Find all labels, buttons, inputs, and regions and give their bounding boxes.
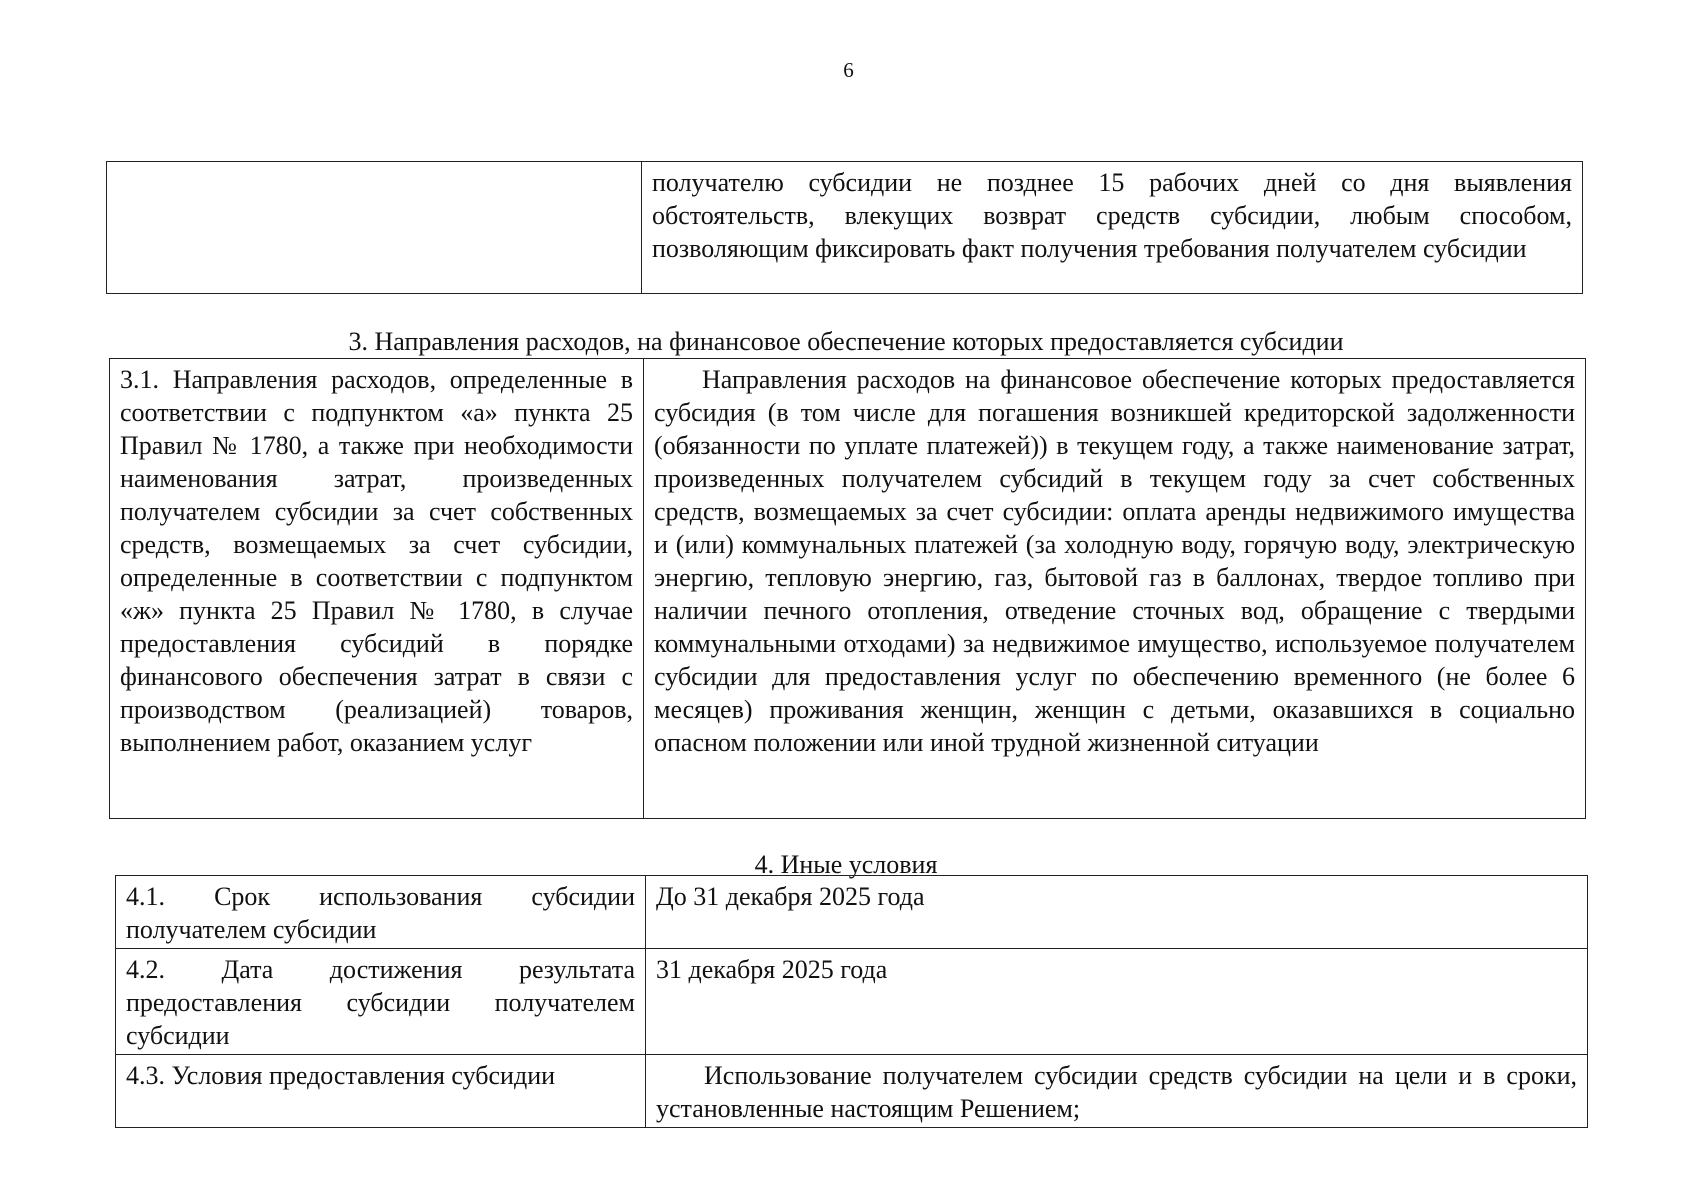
table-row (107, 162, 1583, 294)
subsidy-term-value: До 31 декабря 2025 года (646, 876, 1588, 949)
subsidy-term-label: 4.1. Срок использования субсидии получателем субсидии (116, 876, 646, 949)
conditions-value: Использование получателем субсидии средств субсидии на цели и в сроки, установленные настоящим Решением; (646, 1055, 1588, 1128)
continuation-text: получателю субсидии не позднее 15 рабочих дней со дня выявления обстоятельств, влекущих возврат средств субсидии, любым способом, позволяющим фиксировать факт получения требования получателем субсидии (642, 162, 1583, 294)
table-row (116, 876, 1588, 949)
continuation-table (106, 161, 1583, 294)
section-4-title: 4. Иные условия (754, 850, 938, 879)
result-date-label: 4.2. Дата достижения результата предоставления субсидии получателем субсидии (116, 949, 646, 1055)
conditions-label: 4.3. Условия предоставления субсидии (116, 1055, 646, 1128)
table-row (116, 1055, 1588, 1128)
page-number: 6 (843, 58, 854, 82)
table-row (116, 949, 1588, 1055)
expense-directions-label: 3.1. Направления расходов, определенные в соответствии с подпунктом «а» пункта 25 Правил № 1780, а также при необходимости наименования затрат, произведенных получателем субсидии за счет собственных средств, возмещаемых за счет субсидии, определенные в соответствии с подпунктом «ж» пункта 25 Правил № 1780, в случае предоставления субсидий в порядке финансового обеспечения затрат в связи с производством (реализацией) товаров, выполнением работ, оказанием услуг (110, 359, 644, 819)
section-3-title: 3. Направления расходов, на финансовое обеспечение которых предоставляется субсидии (348, 327, 1344, 356)
empty-cell (107, 162, 642, 294)
table-row (110, 359, 1586, 819)
result-date-value: 31 декабря 2025 года (646, 949, 1588, 1055)
section-4-table (115, 875, 1588, 1128)
expense-directions-text: Направления расходов на финансовое обеспечение которых предоставляется субсидия (в том числе для погашения возникшей кредиторской задолженности (обязанности по уплате платежей)) в текущем году, а также наименование затрат, произведенных получателем субсидий в текущем году за счет собственных средств, возмещаемых за счет субсидии: оплата аренды недвижимого имущества и (или) коммунальных платежей (за холодную воду, горячую воду, электрическую энергию, тепловую энергию, газ, бытовой газ в баллонах, твердое топливо при наличии печного отопления, отведение сточных вод, обращение с твердыми коммунальными отходами) за недвижимое имущество, используемое получателем субсидии для предоставления услуг по обеспечению временного (не более 6 месяцев) проживания женщин, женщин с детьми, оказавшихся в социально опасном положении или иной трудной жизненной ситуации (644, 359, 1586, 819)
section-3-table (109, 358, 1586, 819)
